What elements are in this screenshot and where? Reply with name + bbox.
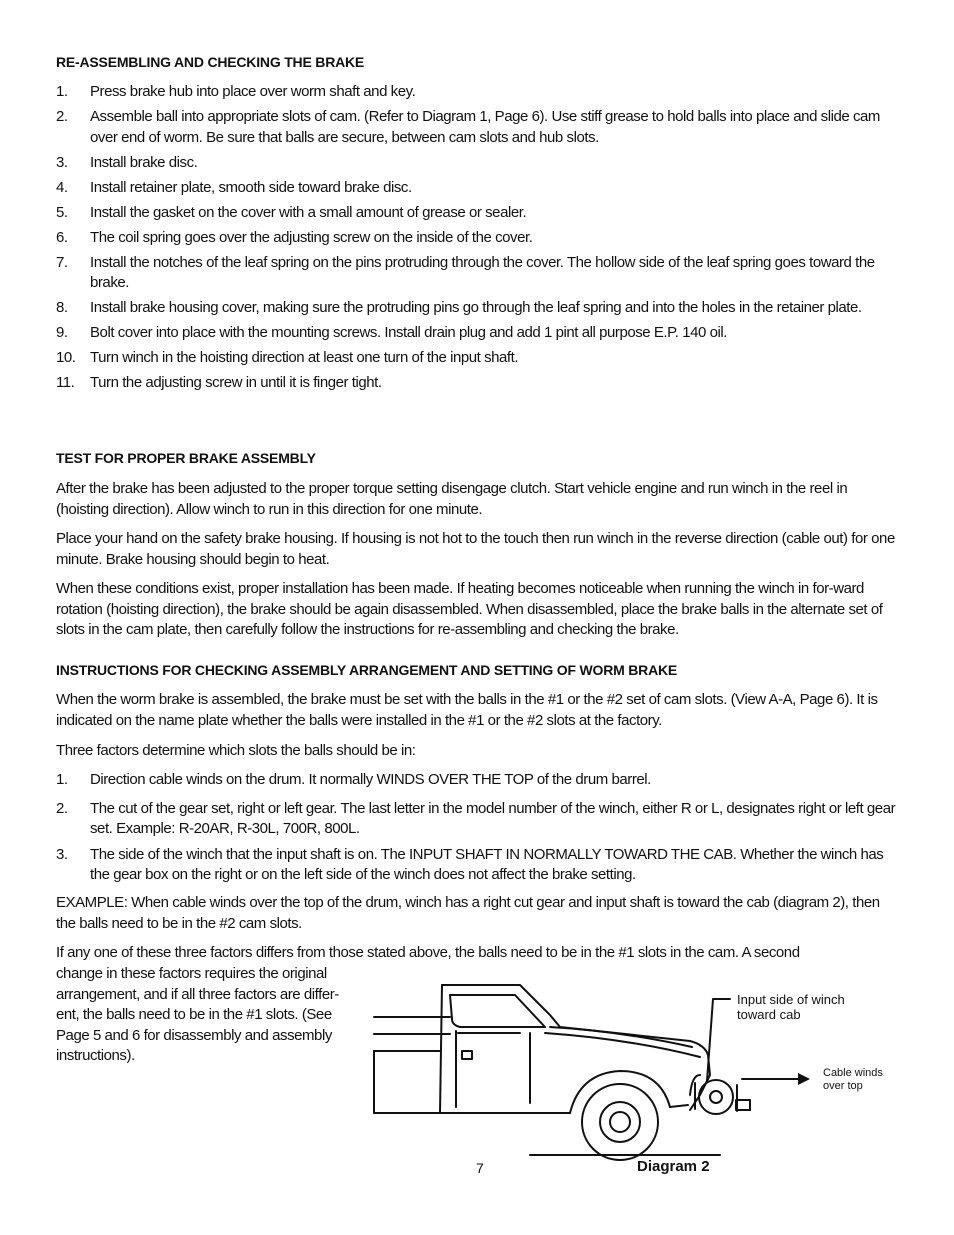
- list-item: 3. Install brake disc.: [56, 153, 198, 171]
- front-wheel-hub: [610, 1112, 630, 1132]
- page-number: 7: [476, 1160, 484, 1176]
- arrow-icon: [798, 1073, 810, 1085]
- paragraph-test-3: When these conditions exist, proper installation has been made. If heating becomes noticeable when running the winch in for-ward rotation (hoisting direction), the brake should be again disassembled. When disassembled, place the brake balls in the alternate set of slots in the cam plate, then carefully follow the instructions for re-assembling and checking the brake.: [56, 580, 883, 638]
- list-item: 6. The coil spring goes over the adjusting screw on the inside of the cover.: [56, 228, 533, 246]
- label-input-side: Input side of winch toward cab: [737, 992, 845, 1022]
- list-item: 1. Press brake hub into place over worm shaft and key.: [56, 83, 416, 100]
- reassembly-steps-list: [56, 82, 898, 394]
- paragraph-arrangement-intro: When the worm brake is assembled, the brake must be set with the balls in the #1 or the #2 set of cam slots. (View A-A, Page 6). It is indicated on the name plate whether the balls were installed in the #1 or the #2 slots at the factory.: [56, 691, 878, 729]
- cab-rear: [440, 985, 442, 1113]
- leader-input-side: [707, 999, 730, 1081]
- winch-drum-hub: [710, 1091, 722, 1103]
- front-wheel-rim: [600, 1102, 640, 1142]
- list-item: 1. Direction cable winds on the drum. It normally WINDS OVER THE TOP of the drum barrel.: [56, 771, 651, 788]
- front-wheel: [582, 1084, 658, 1160]
- paragraph-closing-line1: If any one of these three factors differs from those stated above, the balls need to be in the #1 slots in the cam. A second: [56, 944, 800, 961]
- list-item: 5. Install the gasket on the cover with a small amount of grease or sealer.: [56, 203, 527, 221]
- list-item: 3. The side of the winch that the input shaft is on. The INPUT SHAFT IN NORMALLY TOWARD THE CAB. Whether the winch has the gear box on the right or on the left side of the winch does not affect the brake setting.: [56, 845, 884, 883]
- list-item: 4. Install retainer plate, smooth side toward brake disc.: [56, 178, 412, 196]
- front-bumper: [670, 1105, 688, 1107]
- list-item: 8. Install brake housing cover, making sure the protruding pins go through the leaf spring and into the holes in the retainer plate.: [56, 299, 862, 316]
- list-item: 7. Install the notches of the leaf spring on the pins protruding through the cover. The hollow side of the leaf spring goes toward the brake.: [56, 253, 875, 291]
- heading-reassembling: RE-ASSEMBLING AND CHECKING THE BRAKE: [56, 54, 365, 70]
- winch-gearbox: [736, 1100, 750, 1110]
- paragraph-factors-intro: Three factors determine which slots the balls should be in:: [56, 742, 416, 759]
- list-item: 2. Assemble ball into appropriate slots of cam. (Refer to Diagram 1, Page 6). Use stiff grease to hold balls into place and slide cam over end of worm. Be sure that balls are secure, between cam slots and hub slots.: [56, 108, 880, 146]
- heading-checking-arrangement: INSTRUCTIONS FOR CHECKING ASSEMBLY ARRANGEMENT AND SETTING OF WORM BRAKE: [56, 662, 678, 678]
- paragraph-test-1: After the brake has been adjusted to the proper torque setting disengage clutch. Start vehicle engine and run winch in the reel in (hoisting direction). Allow winch to run in this direction for one minute.: [56, 480, 848, 518]
- label-cable-winds: Cable winds over top: [823, 1067, 883, 1092]
- list-item: 11. Turn the adjusting screw in until it is finger tight.: [56, 374, 382, 391]
- paragraph-example: EXAMPLE: When cable winds over the top of the drum, winch has a right cut gear and input shaft is toward the cab (diagram 2), then the balls need to be in the #2 cam slots.: [56, 894, 880, 932]
- list-item: 9. Bolt cover into place with the mounting screws. Install drain plug and add 1 pint all purpose E.P. 140 oil.: [56, 324, 727, 341]
- cab-window: [450, 995, 545, 1027]
- winch-drum: [699, 1080, 733, 1114]
- paragraph-test-2: Place your hand on the safety brake housing. If housing is not hot to the touch then run winch in the reverse direction (cable out) for one minute. Brake housing should begin to heat.: [56, 530, 895, 568]
- list-item: 2. The cut of the gear set, right or left gear. The last letter in the model number of the winch, either R or L, designates right or left gear set. Example: R-20AR, R-30L, 700R, 800L.: [56, 799, 896, 837]
- door-handle: [462, 1051, 472, 1059]
- list-item: 10. Turn winch in the hoisting direction at least one turn of the input shaft.: [56, 349, 519, 366]
- paragraph-closing-wrap: change in these factors requires the original arrangement, and if all three factors are differ- ent, the balls need to be in the #1 slots. (See Page 5 and 6 for disassembly and assembly instructions).: [56, 965, 339, 1064]
- heading-test-brake: TEST FOR PROPER BRAKE ASSEMBLY: [56, 450, 316, 466]
- hood-lower-line: [545, 1033, 700, 1057]
- cab-outline: [442, 985, 710, 1110]
- factors-list: [56, 770, 898, 886]
- hood-line: [550, 1027, 692, 1047]
- section-reassembling: [56, 54, 898, 70]
- diagram-caption: Diagram 2: [637, 1158, 710, 1175]
